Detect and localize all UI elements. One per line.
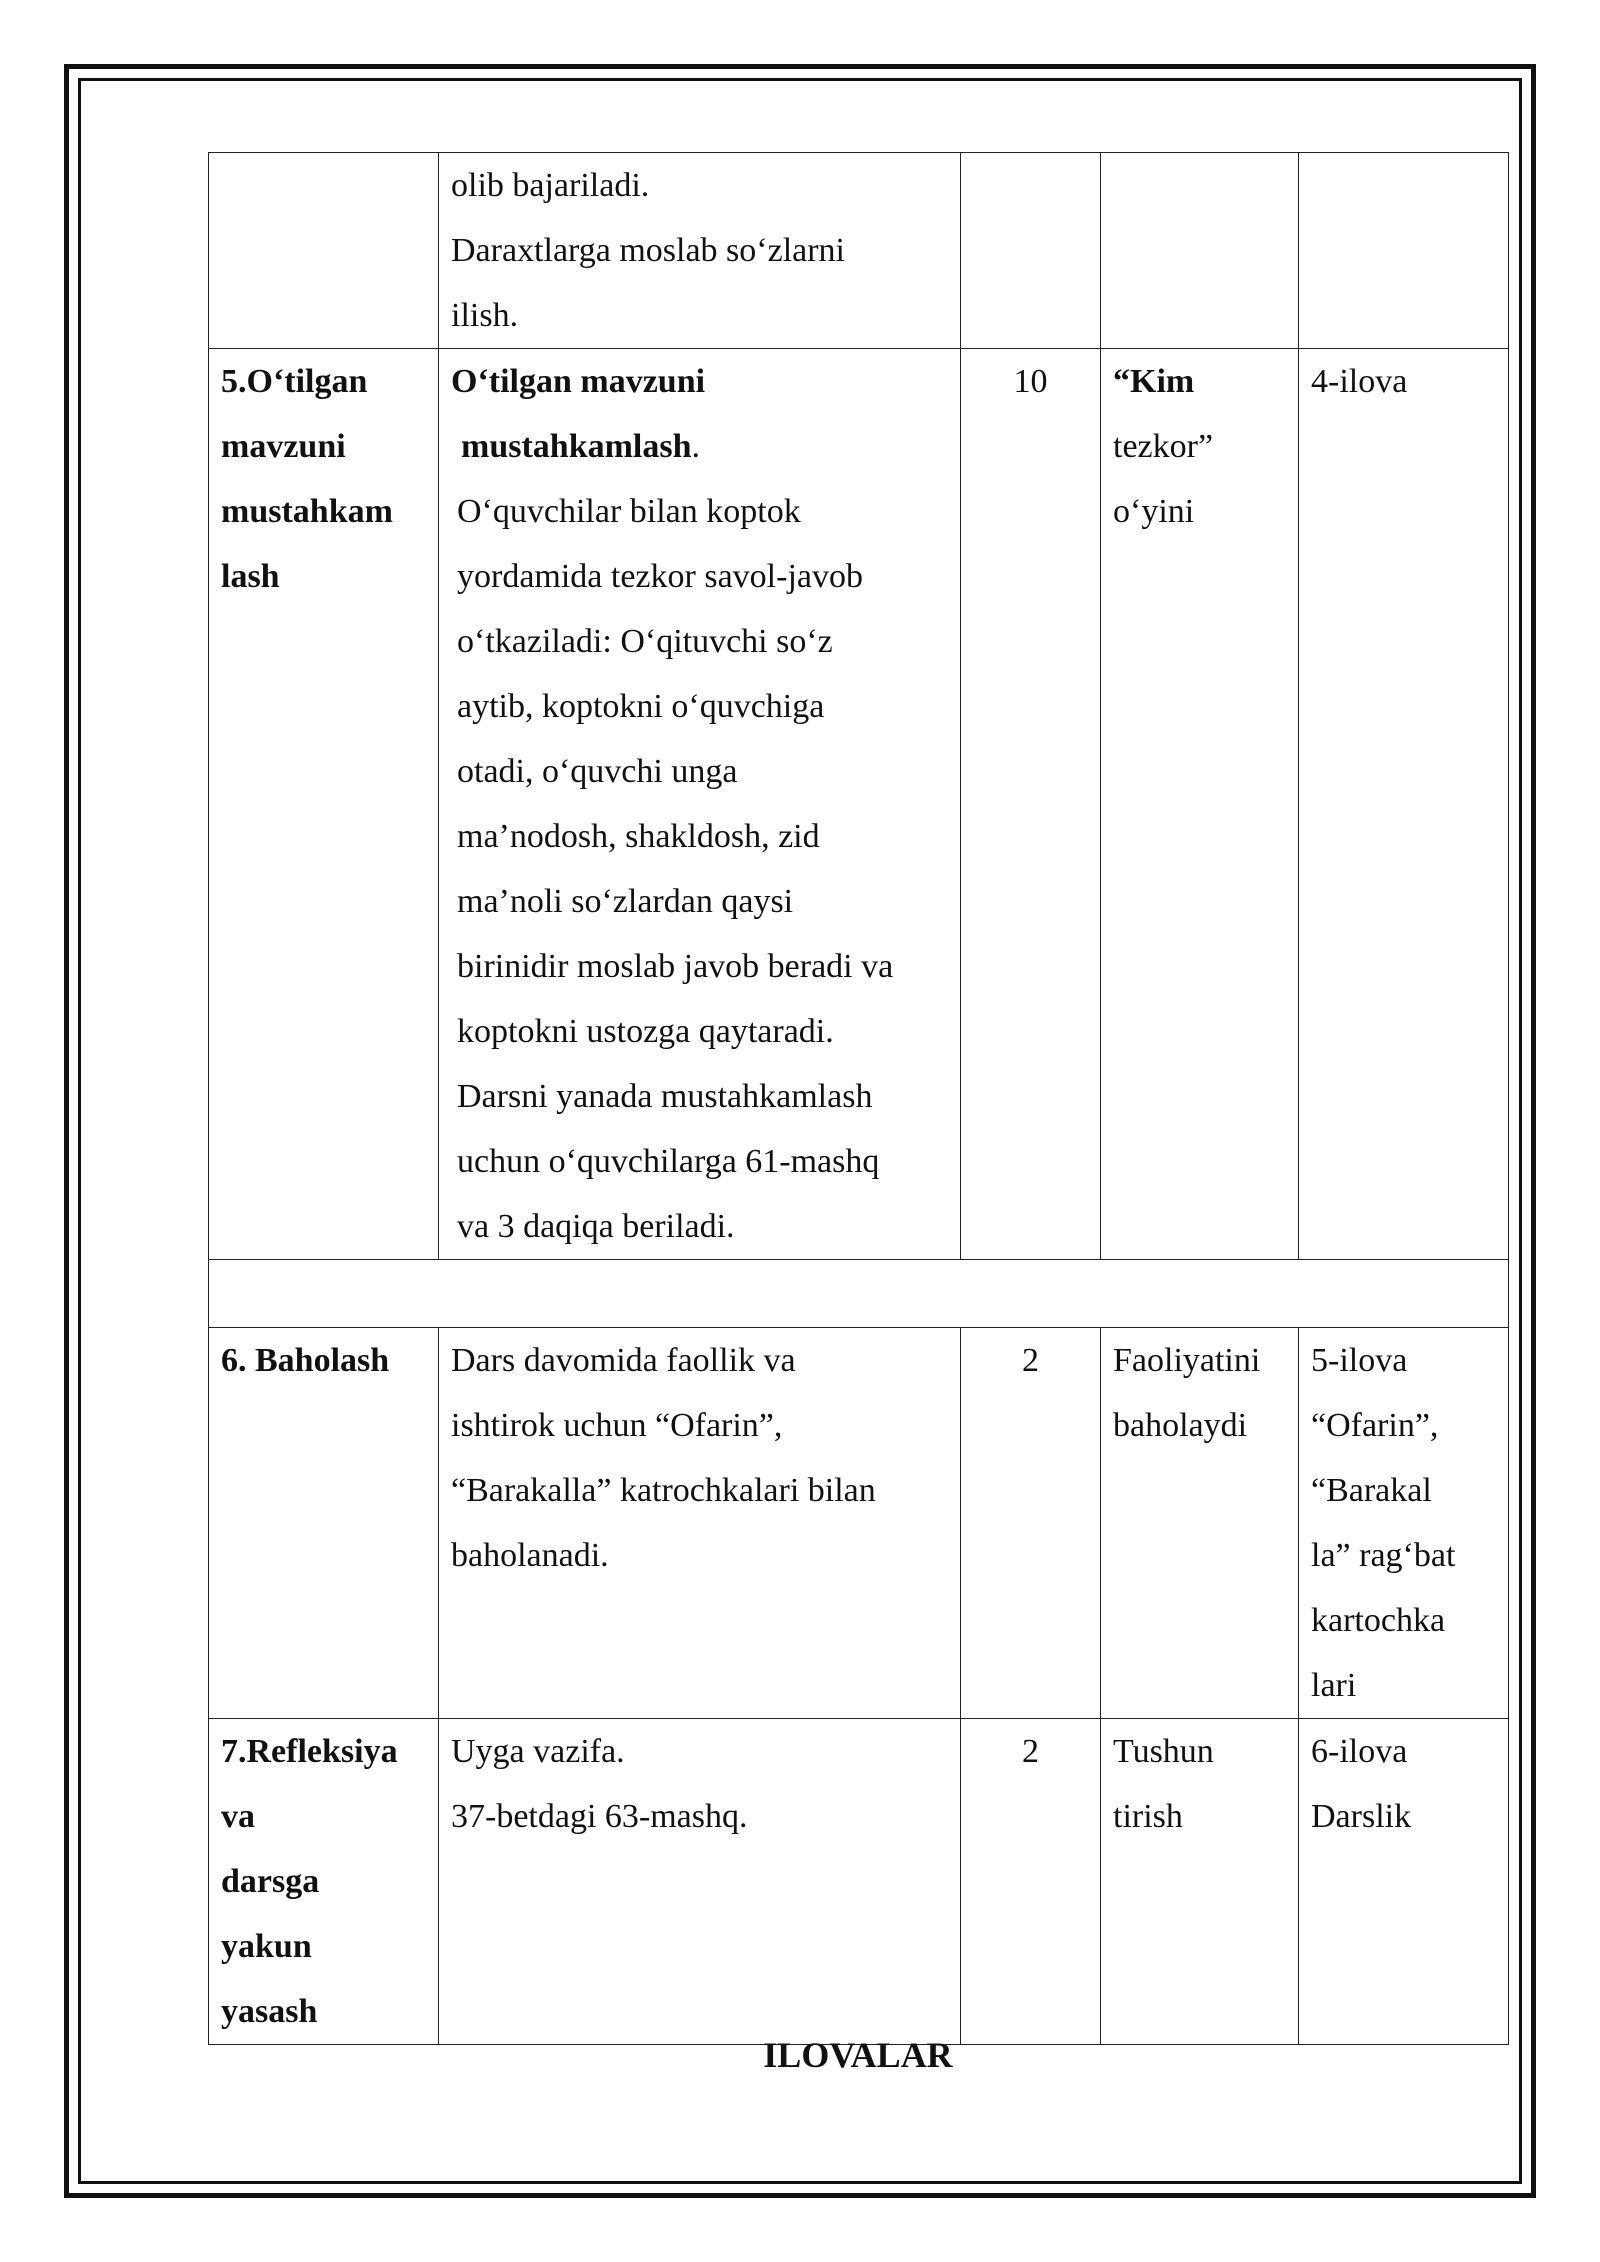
stage-line: darsga: [221, 1863, 320, 1900]
activity-line: ishtirok uchun “Ofarin”,: [451, 1407, 783, 1444]
resource-line: “Ofarin”,: [1311, 1407, 1439, 1444]
stage-line: lash: [221, 558, 280, 595]
activity-line: o‘tkaziladi: O‘qituvchi so‘z: [457, 623, 833, 660]
activity-line: Uyga vazifa.: [451, 1733, 625, 1770]
resource-cell: [1299, 349, 1509, 1260]
method-cell: [1101, 153, 1299, 349]
activity-line: ilish.: [451, 297, 519, 334]
activity-line: Dars davomida faollik va: [451, 1342, 796, 1379]
activity-line: Darsni yanada mustahkamlash: [457, 1078, 873, 1115]
resource-line: lari: [1311, 1667, 1357, 1704]
resource-line: la” rag‘bat: [1311, 1537, 1456, 1574]
activity-heading-punct: .: [691, 428, 701, 465]
time-cell: 10: [961, 349, 1101, 1260]
stage-cell: [209, 153, 439, 349]
method-line: tirish: [1113, 1798, 1183, 1835]
activity-line: “Barakalla” katrochkalari bilan: [451, 1472, 876, 1509]
activity-line: ma’noli so‘zlardan qaysi: [457, 883, 794, 920]
resource-cell: [1299, 1328, 1509, 1719]
activity-line: O‘quvchilar bilan koptok: [457, 493, 801, 530]
table-row: [209, 1328, 1509, 1719]
resource-line: “Barakal: [1311, 1472, 1432, 1509]
activity-line: ma’nodosh, shakldosh, zid: [457, 818, 820, 855]
method-text: “Kim: [1113, 363, 1195, 400]
time-cell: 2: [961, 1719, 1101, 2045]
activity-line: 37-betdagi 63-mashq.: [451, 1798, 748, 1835]
table-row: [209, 1719, 1509, 2045]
lesson-plan-table: [208, 152, 1509, 2045]
time-cell: [961, 153, 1101, 349]
appendix-title: ILOVALAR: [763, 2035, 953, 2075]
activity-heading: O‘tilgan mavzuni: [451, 363, 706, 400]
method-line: Faoliyatini: [1113, 1342, 1261, 1379]
method-line: [1113, 349, 1286, 414]
resource-line: kartochka: [1311, 1602, 1446, 1639]
activity-line: otadi, o‘quvchi unga: [457, 753, 738, 790]
table-row: [209, 153, 1509, 349]
activity-line: uchun o‘quvchilarga 61-mashq: [457, 1143, 880, 1180]
activity-line: Daraxtlarga moslab so‘zlarni: [451, 232, 846, 269]
resource-line: 4-ilova: [1311, 363, 1408, 400]
stage-cell: [209, 1719, 439, 2045]
resource-line: Darslik: [1311, 1798, 1412, 1835]
stage-cell: [209, 349, 439, 1260]
method-line: baholaydi: [1113, 1407, 1248, 1444]
activity-line: koptokni ustozga qaytaradi.: [457, 1013, 834, 1050]
time-cell: 2: [961, 1328, 1101, 1719]
resource-cell: [1299, 153, 1509, 349]
activity-cell: [439, 153, 961, 349]
resource-line: 6-ilova: [1311, 1733, 1408, 1770]
method-line: tezkor”: [1113, 428, 1214, 465]
section-heading: [209, 1260, 1509, 1328]
method-cell: [1101, 349, 1299, 1260]
method-line: o‘yini: [1113, 493, 1195, 530]
table-row: [209, 349, 1509, 1260]
stage-line: va: [221, 1798, 255, 1835]
stage-line: mavzuni: [221, 428, 346, 465]
activity-cell: [439, 1328, 961, 1719]
stage-line: 5.O‘tilgan: [221, 363, 368, 400]
method-line: Tushun: [1113, 1733, 1214, 1770]
activity-line: birinidir moslab javob beradi va: [457, 948, 894, 985]
resource-cell: [1299, 1719, 1509, 2045]
activity-cell: [439, 349, 961, 1260]
stage-line: 7.Refleksiya: [221, 1733, 398, 1770]
activity-cell: [439, 1719, 961, 2045]
stage-line: yasash: [221, 1993, 318, 2030]
stage-line: yakun: [221, 1928, 312, 1965]
activity-line: va 3 daqiqa beriladi.: [457, 1208, 735, 1245]
activity-heading: mustahkamlash: [461, 428, 692, 465]
stage-cell: [209, 1328, 439, 1719]
method-cell: [1101, 1719, 1299, 2045]
activity-line: yordamida tezkor savol-javob: [457, 558, 863, 595]
method-cell: [1101, 1328, 1299, 1719]
activity-heading-line: [451, 414, 948, 479]
resource-line: 5-ilova: [1311, 1342, 1408, 1379]
activity-line: baholanadi.: [451, 1537, 609, 1574]
table-row: [209, 1260, 1509, 1328]
stage-line: 6. Baholash: [221, 1342, 390, 1379]
activity-line: olib bajariladi.: [451, 167, 650, 204]
activity-line: aytib, koptokni o‘quvchiga: [457, 688, 825, 725]
stage-line: mustahkam: [221, 493, 393, 530]
